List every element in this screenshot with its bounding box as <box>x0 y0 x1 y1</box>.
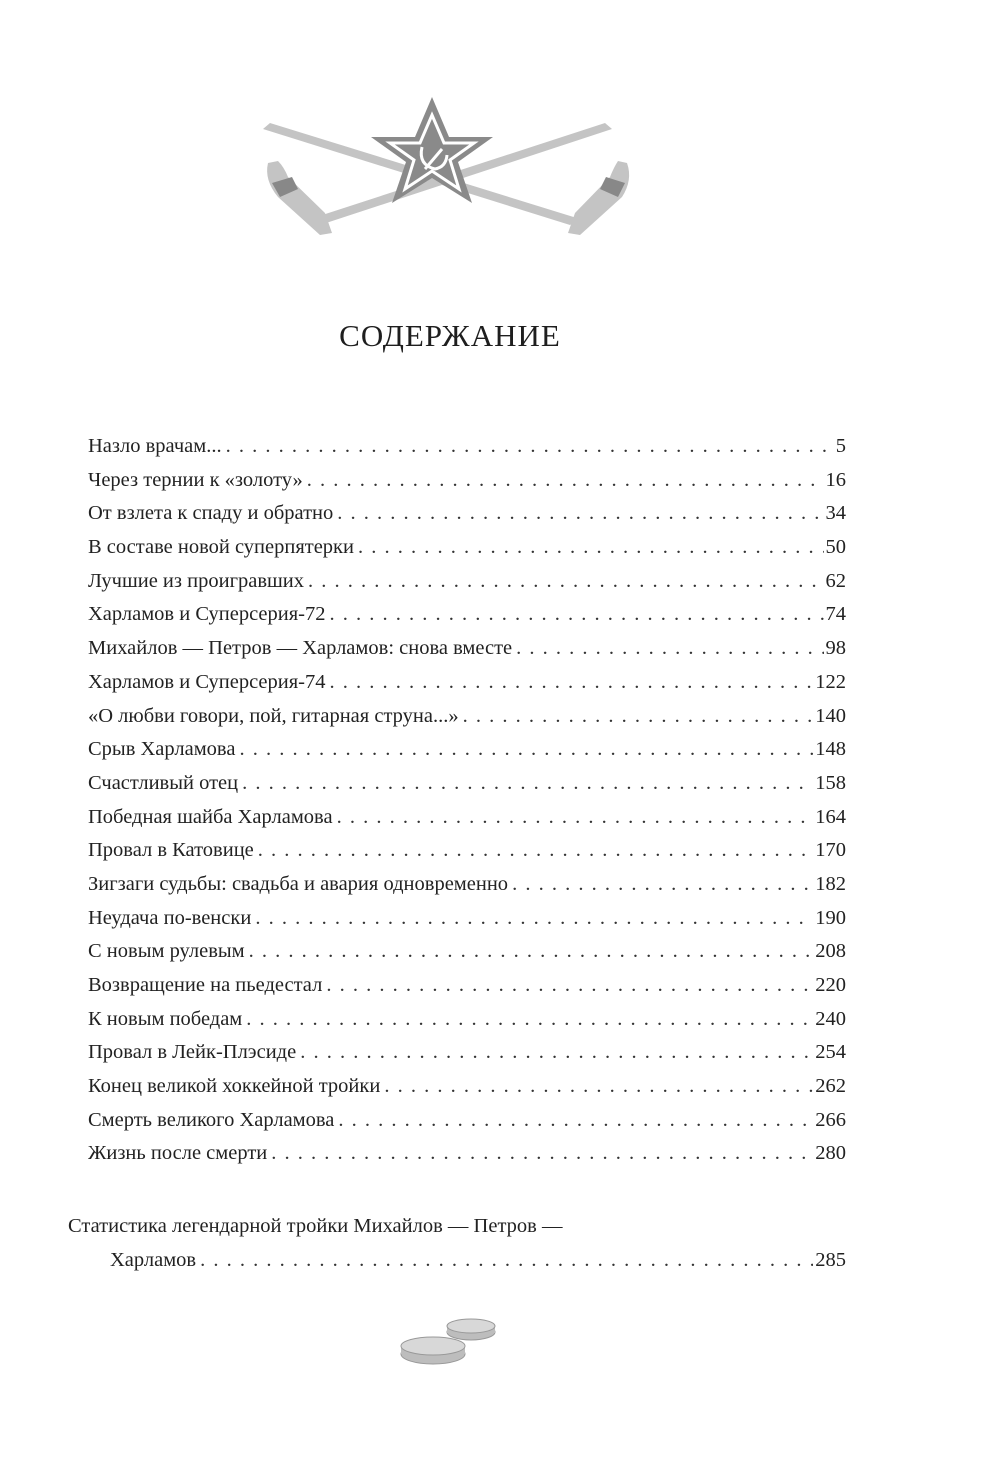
dot-leader <box>258 834 813 868</box>
toc-entry-title: Неудача по-венски <box>88 906 252 929</box>
toc-entry <box>88 497 846 531</box>
appendix-entry <box>68 1208 846 1278</box>
toc-entry <box>88 531 846 565</box>
dot-leader <box>308 565 823 599</box>
dot-leader <box>246 1003 813 1037</box>
dot-leader <box>271 1137 813 1171</box>
page-number: 74 <box>825 603 846 626</box>
toc-entry <box>88 666 846 700</box>
dot-leader <box>516 632 823 666</box>
toc-entry <box>88 969 846 1003</box>
dot-leader <box>200 1244 813 1278</box>
toc-entry-title: Счастливый отец <box>88 771 239 794</box>
toc-entry-title: Лучшие из проигравших <box>88 569 305 592</box>
page-number: 16 <box>825 468 846 491</box>
page-number: 98 <box>825 637 846 660</box>
toc-entry-title: Смерть великого Харламова <box>88 1108 335 1131</box>
hockey-pucks-icon <box>395 1318 505 1366</box>
toc-entry <box>88 834 846 868</box>
page-number: 122 <box>815 670 846 693</box>
dot-leader <box>300 1036 813 1070</box>
toc-entry-title: Зигзаги судьбы: свадьба и авария одновременно <box>88 872 509 895</box>
dot-leader <box>337 497 823 531</box>
appendix-label-line2: Харламов <box>110 1249 197 1271</box>
appendix-label-line1: Статистика легендарной тройки Михайлов — Петров — <box>68 1215 563 1237</box>
page-number: 5 <box>835 435 846 457</box>
dot-leader <box>255 902 813 936</box>
page-number: 62 <box>825 569 846 592</box>
toc-entry <box>88 1137 846 1171</box>
toc-entry-title: Провал в Лейк-Плэсиде <box>88 1041 297 1064</box>
page-number: 148 <box>815 738 846 761</box>
page-number: 140 <box>815 704 846 727</box>
toc-entry-title: Через тернии к «золоту» <box>88 468 303 491</box>
dot-leader <box>326 969 813 1003</box>
dot-leader <box>242 767 813 801</box>
dot-leader <box>307 464 824 498</box>
toc-entry <box>88 902 846 936</box>
toc-entry-title: Харламов и Суперсерия-72 <box>88 603 326 626</box>
toc-entry-title: С новым рулевым <box>88 940 245 963</box>
toc-entry-title: Возвращение на пьедестал <box>88 974 323 996</box>
page-number: 220 <box>815 974 846 996</box>
toc-entry-title: Жизнь после смерти <box>88 1142 268 1165</box>
toc-entry <box>88 464 846 498</box>
dot-leader <box>249 935 814 969</box>
page-number: 182 <box>815 872 846 895</box>
toc-entry <box>88 868 846 902</box>
toc-entry-title: Харламов и Суперсерия-74 <box>88 670 326 693</box>
page-number: 280 <box>815 1142 846 1165</box>
dot-leader <box>512 868 813 902</box>
dot-leader <box>384 1070 813 1104</box>
toc-entry <box>88 935 846 969</box>
page-title: СОДЕРЖАНИЕ <box>339 318 561 353</box>
dot-leader <box>330 598 824 632</box>
dot-leader <box>358 531 824 565</box>
toc-entry <box>88 1104 846 1138</box>
toc-entry <box>88 767 846 801</box>
page-number: 262 <box>815 1075 846 1098</box>
toc-entry <box>88 1070 846 1104</box>
dot-leader <box>239 733 813 767</box>
toc-entry <box>88 598 846 632</box>
page-number: 50 <box>825 536 846 559</box>
toc-entry-title: Провал в Катовице <box>88 839 254 862</box>
dot-leader <box>337 801 814 835</box>
toc-entry <box>88 801 846 835</box>
toc-entry <box>88 1003 846 1037</box>
page-number: 254 <box>815 1041 846 1064</box>
page-number: 170 <box>815 839 846 862</box>
toc-entry <box>88 733 846 767</box>
toc-entry <box>88 1036 846 1070</box>
toc-entry-title: Конец великой хоккейной тройки <box>88 1075 381 1098</box>
dot-leader <box>330 666 814 700</box>
toc-entry-title: Срыв Харламова <box>88 738 236 761</box>
page-number: 208 <box>815 940 846 963</box>
toc-entry <box>88 700 846 734</box>
page-number: 164 <box>815 805 846 828</box>
toc-entry-title: В составе новой суперпятерки <box>88 536 354 559</box>
emblem-star-hockey-sticks-icon <box>250 85 670 255</box>
toc-entry-title: Победная шайба Харламова <box>88 805 333 828</box>
toc-entry-title: «О любви говори, пой, гитарная струна...» <box>88 704 459 727</box>
page-number: 34 <box>825 502 846 525</box>
dot-leader <box>226 430 834 464</box>
toc-entry <box>88 565 846 599</box>
page-number: 240 <box>815 1007 846 1030</box>
dot-leader <box>463 700 814 734</box>
toc-entry-title: К новым победам <box>88 1007 243 1030</box>
page-number: 266 <box>815 1108 846 1131</box>
toc-entry-title: От взлета к спаду и обратно <box>88 502 334 525</box>
page-number: 285 <box>815 1249 846 1271</box>
toc-entry-title: Михайлов — Петров — Харламов: снова вместе <box>88 637 513 660</box>
dot-leader <box>338 1104 813 1138</box>
toc-entry <box>88 632 846 666</box>
page-number: 190 <box>815 906 846 929</box>
toc-entry <box>88 430 846 464</box>
toc-entry-title: Назло врачам... <box>88 435 222 457</box>
page-number: 158 <box>815 771 846 794</box>
table-of-contents <box>88 430 846 1171</box>
